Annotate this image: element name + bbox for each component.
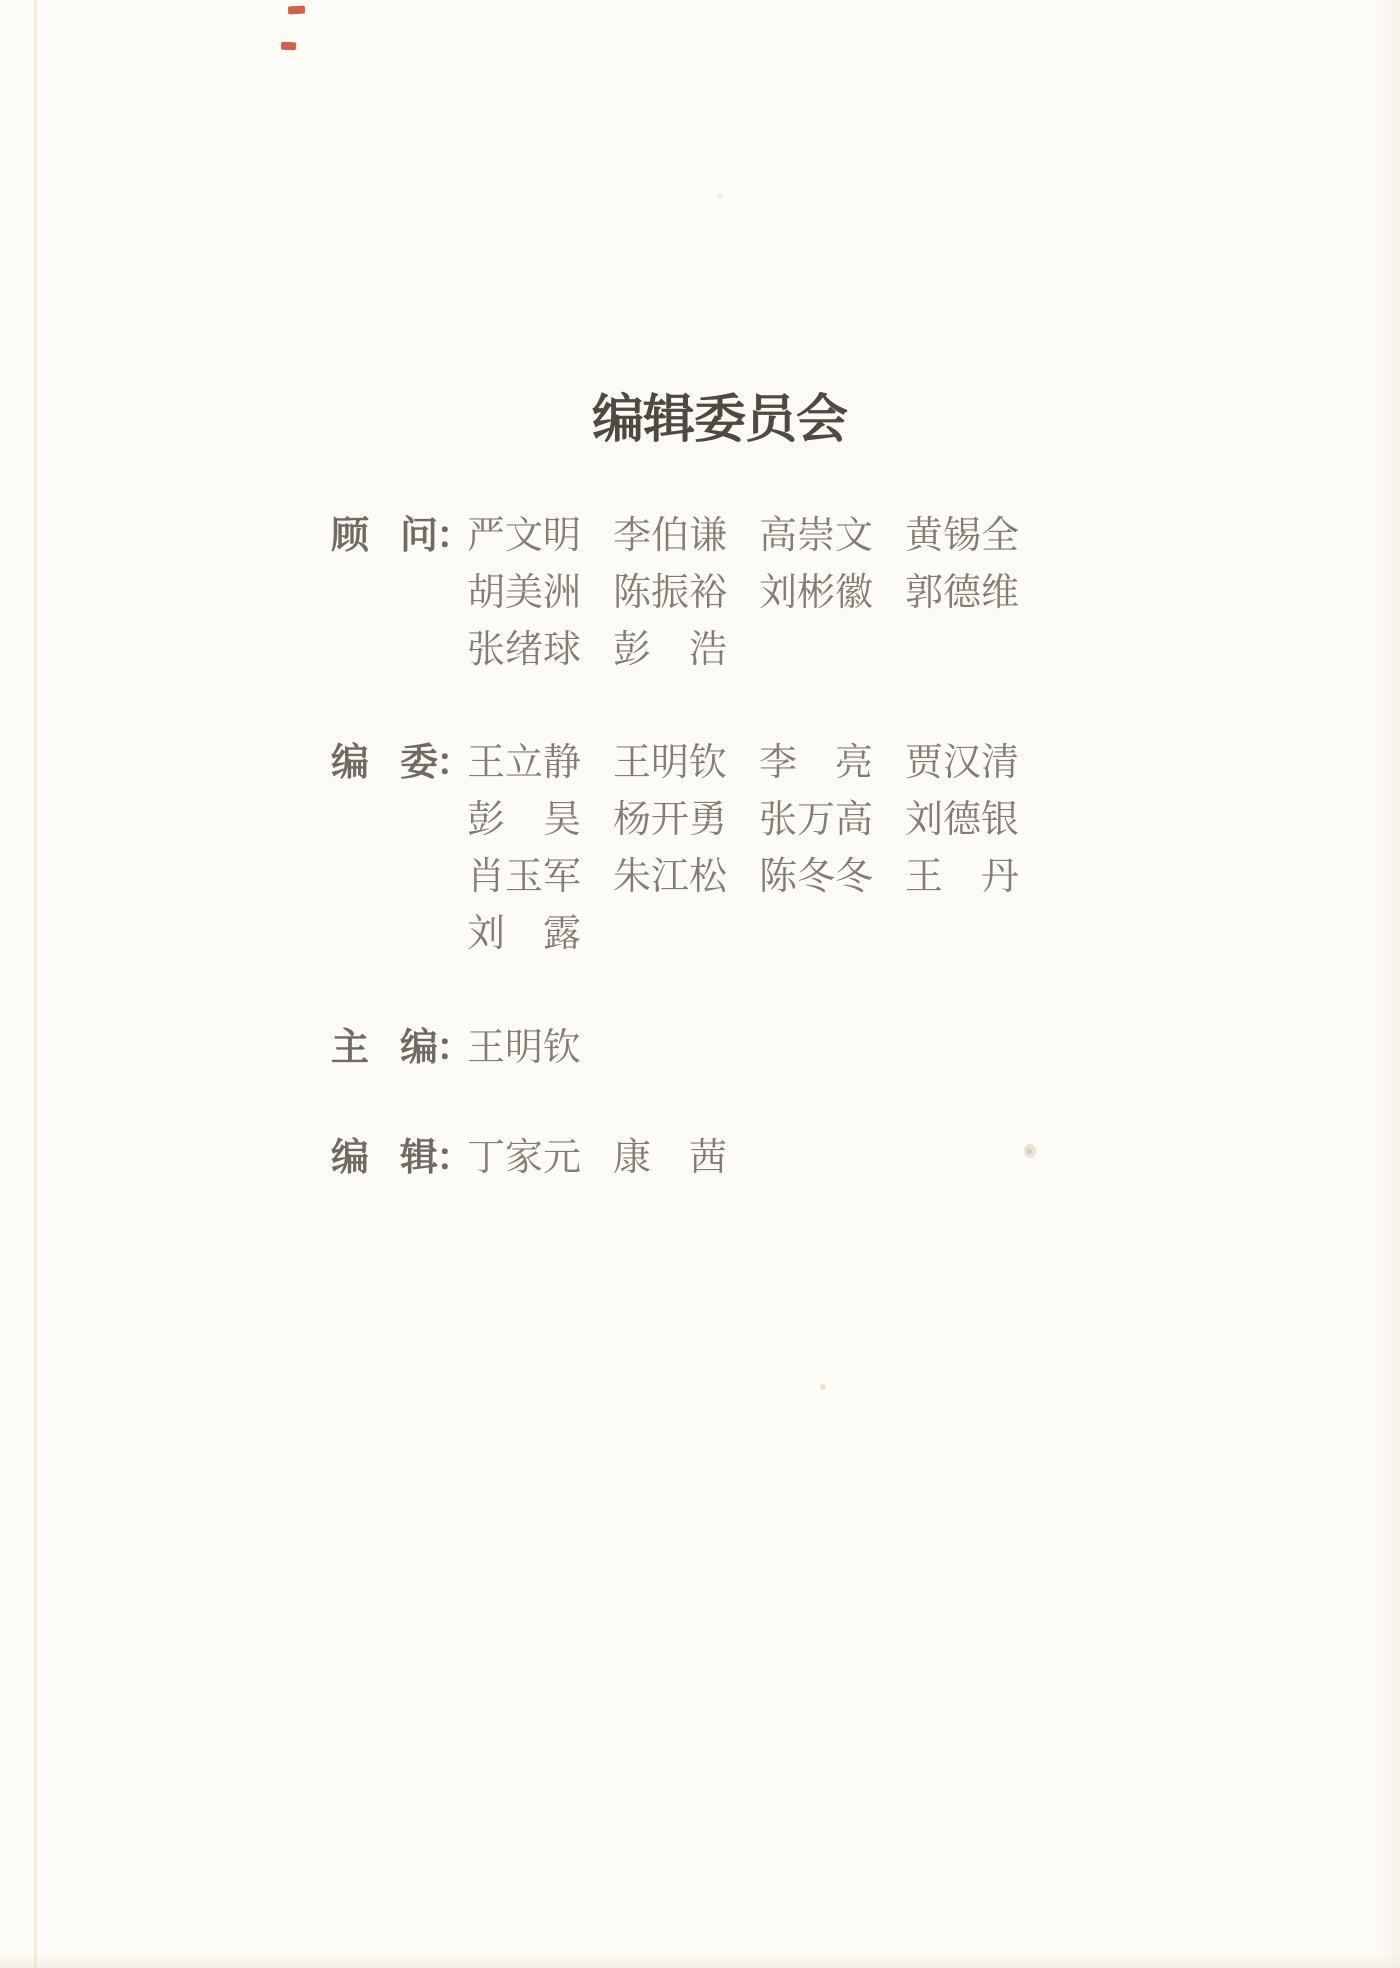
member-name: 王 丹: [905, 856, 1020, 898]
member-name: 刘 露: [467, 913, 582, 955]
member-name: 杨 开 勇: [613, 799, 728, 841]
name-line: [467, 799, 1019, 841]
member-name: 康 茜: [613, 1137, 728, 1179]
member-name: 刘 彬 徽: [759, 572, 874, 614]
page-fold-line: [34, 0, 37, 1968]
member-name: 严 文 明: [467, 515, 582, 557]
paper-speck: [718, 194, 723, 199]
member-name: 高 崇 文: [759, 515, 874, 557]
scan-edge-shade-right: [1378, 0, 1400, 1968]
member-name: 张 绪 球: [467, 629, 582, 671]
member-name: 王 明 钦: [613, 742, 728, 784]
red-registration-mark: [288, 6, 305, 15]
name-line: [467, 856, 1019, 898]
member-name: 王 立 静: [467, 742, 582, 784]
member-name: 肖 玉 军: [467, 856, 582, 898]
name-line: [467, 1027, 581, 1069]
member-name: 胡 美 洲: [467, 572, 582, 614]
name-line: [467, 1137, 727, 1179]
role-label: 主 编 ：: [331, 1027, 475, 1069]
role-label: 编 委 ：: [331, 742, 475, 784]
member-name: 朱 江 松: [613, 856, 728, 898]
scan-edge-shade-bottom: [0, 1954, 1400, 1968]
title-char: 员: [745, 392, 798, 449]
paper-speck: [820, 1384, 826, 1390]
name-line: [467, 913, 581, 955]
red-registration-mark: [281, 42, 296, 51]
title-char: 编: [592, 392, 645, 449]
member-name: 彭 浩: [613, 629, 728, 671]
title-char: 辑: [643, 392, 696, 449]
member-name: 丁 家 元: [467, 1137, 582, 1179]
member-name: 黄 锡 全: [905, 515, 1020, 557]
name-line: [467, 742, 1019, 784]
title-char: 会: [796, 392, 849, 449]
member-name: 贾 汉 清: [905, 742, 1020, 784]
paper-speck: [1024, 1144, 1036, 1158]
member-name: 王 明 钦: [467, 1027, 582, 1069]
page-title: [592, 391, 847, 451]
title-char: 委: [694, 392, 747, 449]
member-name: 郭 德 维: [905, 572, 1020, 614]
role-label: 顾 问 ：: [331, 515, 475, 557]
name-line: [467, 572, 1019, 614]
role-label: 编 辑 ：: [331, 1137, 475, 1179]
name-line: [467, 515, 1019, 557]
member-name: 李 伯 谦: [613, 515, 728, 557]
member-name: 陈 冬 冬: [759, 856, 874, 898]
member-name: 彭 昊: [467, 799, 582, 841]
member-name: 刘 德 银: [905, 799, 1020, 841]
name-line: [467, 629, 727, 671]
member-name: 李 亮: [759, 742, 874, 784]
member-name: 陈 振 裕: [613, 572, 728, 614]
member-name: 张 万 高: [759, 799, 874, 841]
